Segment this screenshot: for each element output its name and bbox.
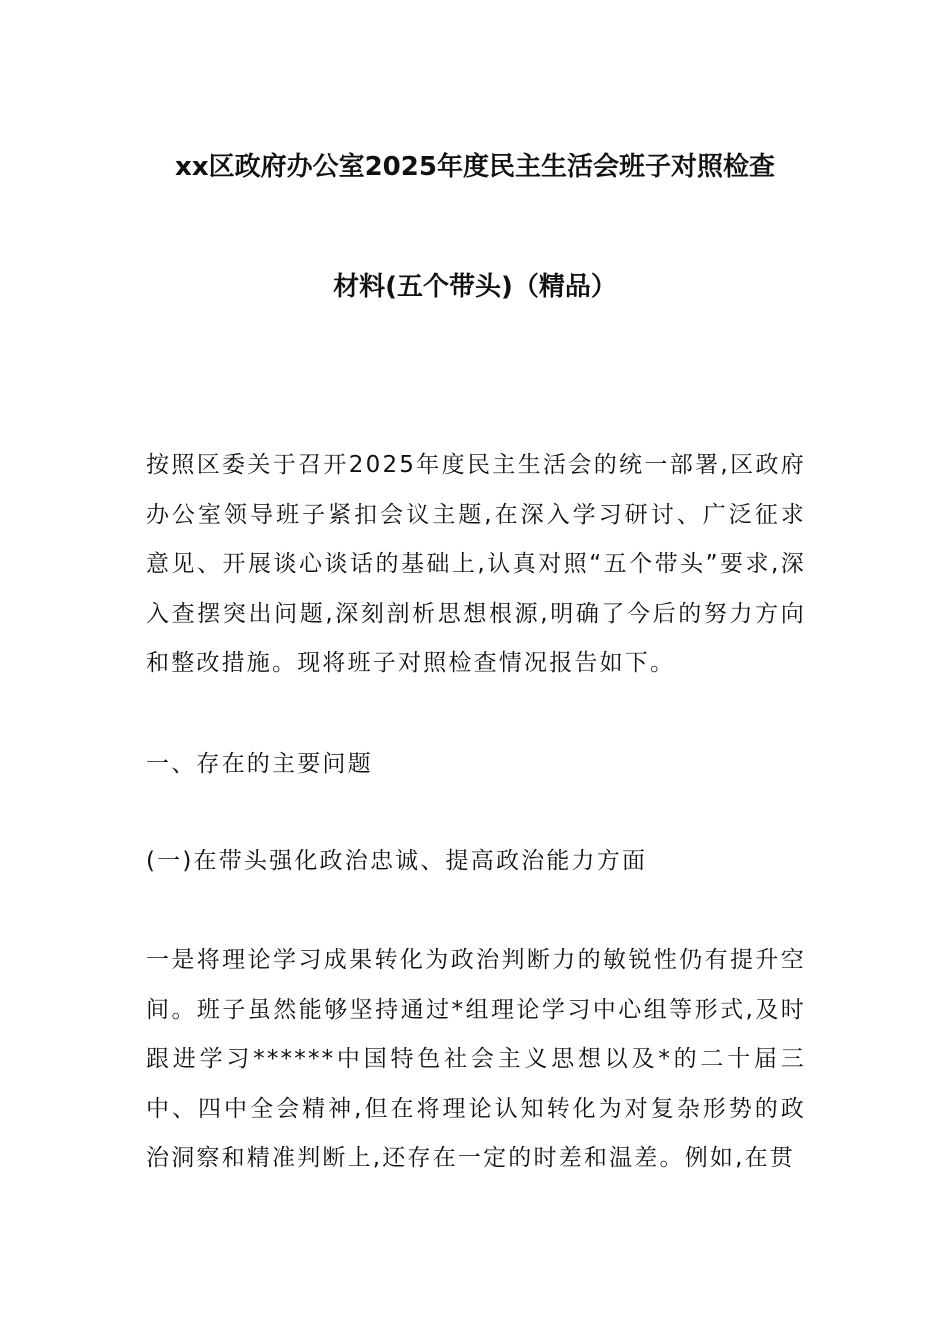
- body-paragraph: 一是将理论学习成果转化为政治判断力的敏锐性仍有提升空间。班子虽然能够坚持通过*组理论学习中心组等形式,及时跟进学习******中国特色社会主义思想以及*的二十届三中、四中全会精神,但在将理论认知转化为对复杂形势的政治洞察和精准判断上,还存在一定的时差和温差。例如,在贯: [146, 947, 806, 1171]
- document-title-line-1: xx区政府办公室2025年度民主生活会班子对照检查: [175, 152, 775, 182]
- section-heading: 一、存在的主要问题: [146, 751, 373, 777]
- intro-paragraph: 按照区委关于召开2025年度民主生活会的统一部署,区政府办公室领导班子紧扣会议主题,在深入学习研讨、广泛征求意见、开展谈心谈话的基础上,认真对照“五个带头”要求,深入查摆突出问题,深刻剖析思想根源,明确了今后的努力方向和整改措施。现将班子对照检查情况报告如下。: [146, 452, 806, 676]
- subsection-heading: (一)在带头强化政治忠诚、提高政治能力方面: [146, 848, 648, 874]
- document-title-line-2: 材料(五个带头)（精品）: [333, 272, 617, 302]
